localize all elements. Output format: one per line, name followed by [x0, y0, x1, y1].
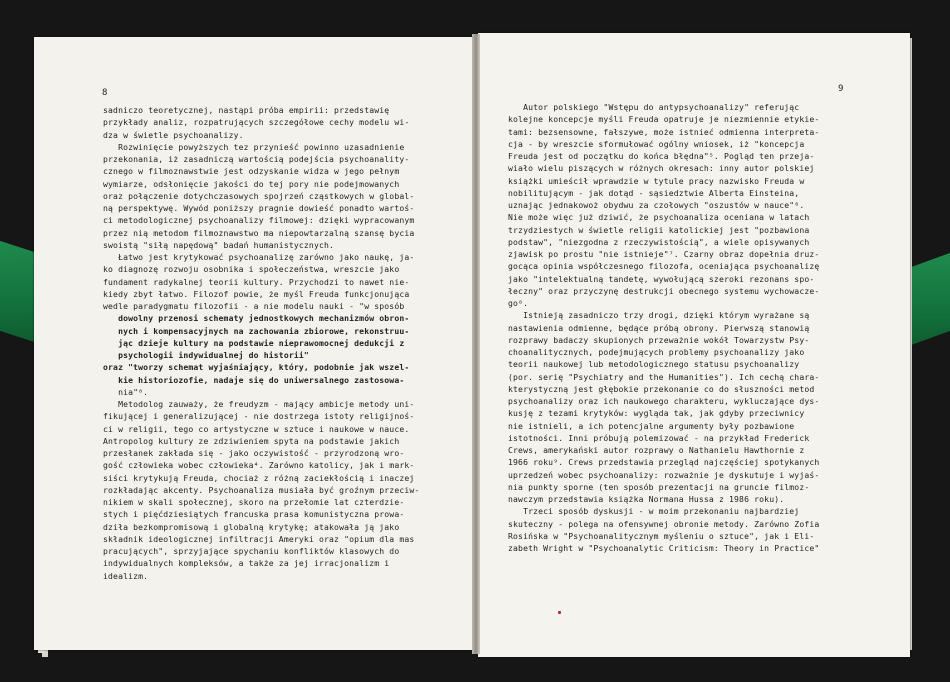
page-number-left: 8 — [102, 88, 108, 98]
text-line: siści krytykują Freuda, chociaż z różną zaciekłością i inaczej — [103, 472, 415, 483]
text-line: Istnieją zasadniczo trzy drogi, dzięki którym wyrażane są — [508, 310, 810, 321]
text-line: psychologii indywidualnej do historii" — [103, 350, 309, 360]
text-line: sadniczo teoretycznej, nastąpi próba empirii: przedstawię — [103, 105, 390, 115]
text-line: składnik ideologicznej infiltracji Ameryki oraz "opium dla mas — [103, 533, 415, 544]
text-line: jako "intelektualną tandetę, wywołującą szeroki rezonans spo- — [508, 273, 815, 284]
text-line: rozprawy badaczy skupionych przeważnie wokół Towarzystw Psy- — [508, 334, 810, 345]
text-line: nastawienia odmienne, będące próbą obrony. Pierwszą stanowią — [508, 322, 810, 333]
text-line: kolejne koncepcje myśli Freuda opatruje je niezmiennie etykie- — [508, 114, 820, 125]
text-line: idealizm. — [103, 570, 149, 581]
right-page-body — [508, 101, 856, 554]
text-line: nia punkty sporne (ten sposób prezentacji na gruncie filmoz- — [508, 481, 810, 492]
text-line: dza w świetle psychoanalizy. — [103, 129, 244, 140]
text-line: łeczny" oraz przyczynę destrukcji obecnego systemu wychowacze- — [508, 285, 820, 296]
text-line: wymiarze, odsłonięcie jakości do tej pory nie podejmowanych — [103, 178, 400, 189]
text-line: istotności. Inni próbują polemizować - na przykład Frederick — [508, 432, 810, 443]
text-line: wiało wielu piszących w różnych okresach: inny autor polskiej — [508, 163, 815, 174]
text-line: kie historiozofie, nadaje się do uniwersalnego zastosowa- — [103, 374, 405, 385]
text-line: zabeth Wright w "Psychoanalytic Criticism: Theory in Practice" — [508, 543, 820, 553]
text-line: przez nią metodom filmoznawstwo ma niepowtarzalną szansę bycia — [103, 227, 415, 238]
text-line: indywidualnych kompleksów, a także za jej irracjonalizm i — [103, 558, 390, 569]
text-line: Trzeci sposób dyskusji - w moim przekonaniu najbardziej — [508, 506, 800, 517]
text-line: nikiem w skali społecznej, skoro na przełomie lat czterdzie- — [103, 497, 405, 507]
text-line: cznego w filmoznawstwie jest odzyskanie widza w jego pełnym — [103, 166, 400, 177]
text-line: dowolny przenosi schematy jednostkowych mechanizmów obron- — [103, 313, 410, 324]
text-line: ci metodologicznej psychoanalizy filmowej: dzięki wypracowanym — [103, 215, 415, 226]
ink-speck — [558, 611, 561, 614]
text-line: pracujących", sprzyjające spychaniu konfliktów klasowych do — [103, 546, 400, 556]
text-line: kterystyczną jest głębokie przekonanie co do słuszności metod — [508, 383, 815, 394]
text-line: nych i kompensacyjnych na zachowania zbiorowe, rekonstruu- — [103, 325, 410, 336]
text-line: nie istnieli, a ich potencjalne argumenty były pozbawione — [508, 420, 795, 431]
text-line: Crews, amerykański autor rozprawy o Nathanielu Hawthornie z — [508, 445, 805, 455]
text-line: przesłanek zakłada się - jako oczywistość - przyrodzoną wro- — [103, 448, 405, 458]
text-line: zjawisk po prostu "nie istnieje"⁷. Czarny obraz dopełnia druz- — [508, 249, 820, 259]
text-line: stych i pięćdziesiątych francuska prasa komunistyczna prowa- — [103, 509, 405, 520]
book-gutter — [472, 34, 480, 654]
text-line: trzydziestych w świetle religii katolickiej jest "pozbawiona — [508, 224, 810, 235]
text-line: kusję z tezami krytyków: wygląda tak, jak gdyby przeciwnicy — [508, 408, 805, 419]
text-line: nobilitującym - jak dotąd - sąsiedztwie Alberta Einsteina, — [508, 187, 800, 198]
text-line: Nie może więc już dziwić, że psychoanaliza oceniana w latach — [508, 212, 810, 223]
text-line: jąc dzieje kultury na podstawie nieprawomocnej dedukcji z — [103, 337, 405, 348]
text-line: uznając jednakowoż obydwu za czołowych "oszustów w nauce"⁶. — [508, 200, 805, 210]
text-line: fikującej i generalizującej - nie dostrzega istoty religijnoś- — [103, 411, 415, 422]
page-number-right: 9 — [838, 84, 844, 94]
text-line: psychoanalizy oraz ich naukowego charakteru, wykluczające dys- — [508, 396, 820, 406]
text-line: kiedy zbyt łatwo. Filozof powie, że myśl Freuda funkcjonująca — [103, 288, 410, 299]
text-line: Antropolog kultury ze zdziwieniem spyta na podstawie jakich — [103, 435, 400, 446]
text-line: ną perspektywę. Wywód poniższy pragnie dowieść ponadto wartoś- — [103, 203, 415, 213]
text-line: (por. serię "Psychiatry and the Humanities"). Ich cechą chara- — [508, 371, 820, 382]
text-line: ko diagnozę rozwoju osobnika i społeczeństwa, wreszcie jako — [103, 264, 400, 275]
text-line: Rozwinięcie powyższych tez przynieść powinno uzasadnienie — [103, 141, 405, 152]
text-line: gocąca opinia współczesnego filozofa, oceniająca psychoanalizę — [508, 261, 820, 272]
text-line: ci w religii, tego co artystyczne w sztuce i naukowe w nauce. — [103, 423, 410, 434]
text-line: teorii naukowej lub metodologicznego statusu psychoanalizy — [508, 359, 800, 370]
text-line: książki umieścił wprawdzie w tytule pracy nazwisko Freuda w — [508, 175, 805, 186]
text-line: Freuda jest od początku do końca błędna"⁵. Pogląd ten przeja- — [508, 151, 815, 161]
text-line: Łatwo jest krytykować psychoanalizę zarówno jako naukę, ja- — [103, 252, 415, 262]
text-line: dziła bezkompromisową i globalną krytykę; atakowała ją jako — [103, 521, 400, 532]
text-line: go⁸. — [508, 298, 529, 308]
text-line: skuteczny - polega na ofensywnej obronie metody. Zarówno Zofia — [508, 518, 820, 529]
left-page-body — [103, 104, 433, 582]
text-line: gość człowieka wobec człowieka⁴. Zarówno katolicy, jak i mark- — [103, 460, 415, 471]
text-line: cja - by wreszcie sformułować ogólny wniosek, iż "koncepcja — [508, 138, 805, 149]
text-line: Metodolog zauważy, że freudyzm - mający ambicje metody uni- — [103, 399, 415, 409]
text-line: tami: bezsensowne, fałszywe, może istnieć odmienna interpreta- — [508, 126, 820, 137]
text-line: nawczym przedstawia książka Normana Hussa z 1986 roku). — [508, 494, 785, 504]
text-line: oraz połączenie dotychczasowych spojrzeń cząstkowych w global- — [103, 190, 415, 201]
text-line: Autor polskiego "Wstępu do antypsychoanalizy" referując — [508, 102, 800, 112]
text-line: fundament radykalnej teorii kultury. Przychodzi to nawet nie- — [103, 276, 410, 287]
text-line: przekonania, iż zasadniczą wartością podejścia psychoanality- — [103, 154, 410, 164]
text-line: uprzedzeń wobec psychoanalizy: rozważnie je dyskutuje i wyjaś- — [508, 469, 820, 480]
text-line: Rosińska w "Psychoanalitycznym myśleniu o sztuce", jak i Eli- — [508, 530, 815, 541]
text-line: podstaw", "niezgodna z rzeczywistością", a wiele opisywanych — [508, 236, 810, 247]
text-line: rozkładając akcenty. Psychoanaliza musiała być groźnym przeciw- — [103, 484, 420, 495]
text-line: nia"⁸. — [103, 386, 149, 397]
text-line: choanalitycznych, podejmujących problemy psychoanalizy jako — [508, 347, 805, 357]
text-line: swoistą "siłą napędową" badań humanistycznych. — [103, 239, 335, 250]
text-line: wedle paradygmatu filozofii - a nie modelu nauki - "w sposób — [103, 301, 405, 311]
text-line: 1966 roku⁹. Crews przedstawia przegląd najczęściej spotykanych — [508, 457, 820, 468]
text-line: przykłady analiz, rozpatrujących szczegółowe cechy modelu wi- — [103, 117, 410, 128]
text-line: oraz "tworzy schemat wyjaśniający, który, podobnie jak wszel- — [103, 362, 410, 373]
